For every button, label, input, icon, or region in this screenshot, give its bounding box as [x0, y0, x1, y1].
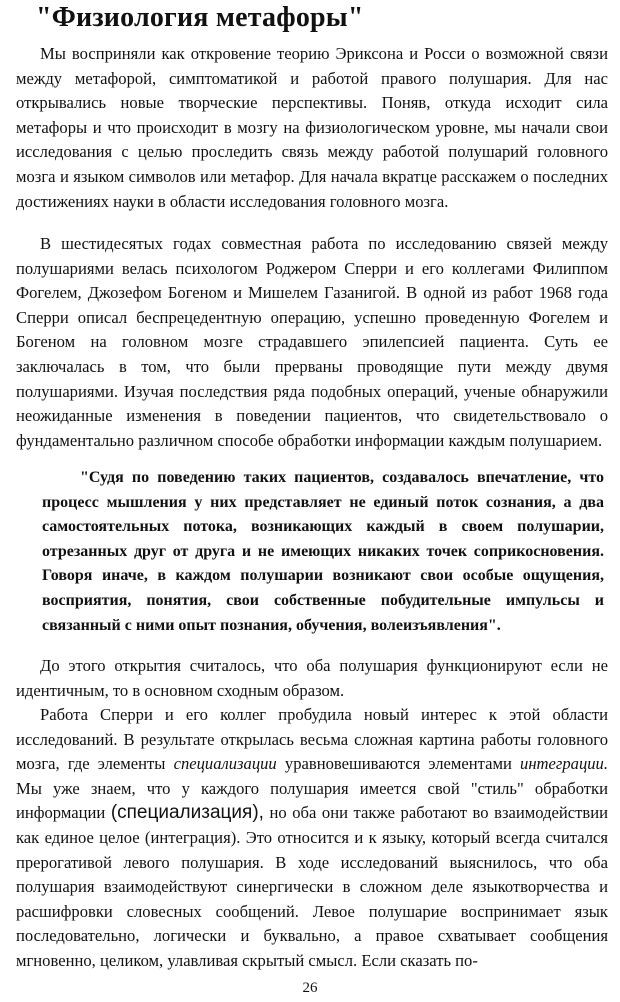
- paragraph-1: [16, 42, 608, 214]
- paragraph-4: [16, 703, 608, 974]
- heading-word-metaphor: метафоры": [208, 2, 364, 33]
- paragraph-1-text: Мы восприняли как откровение теорию Эриксона и Росси о возможной связи между метафорой, симптоматикой и работой правого полушария. Для нас открывались новые творческие перспективы. Поняв, откуда исходит сила метафоры и что происходит в мозгу на физиологическом уровне, мы начали свои исследования с целью проследить связь между работой полушарий головного мозга и языком символов или метафор. Для начала вкратце расскажем о последних достижениях науки в области исследования головного мозга.: [16, 44, 608, 211]
- term-specialization: специализации: [173, 754, 277, 774]
- p4-segment-d: но оба они также работают во взаимодействии как единое целое (интеграция). Это относится и к языку, который всегда считался прерогативой левого полушария. В ходе исследований выяснилось, что оба полушария взаимодействуют синергически в сложном деле языкотворчества и расшифровки словесных сообщений. Левое полушарие воспринимает язык последовательно, логически и буквально, а правое схватывает сообщения мгновенно, целиком, улавливая скрытый смысл. Если сказать по-: [16, 803, 608, 970]
- paragraph-4-text: [16, 703, 608, 974]
- block-quote: [42, 466, 604, 638]
- page-number: 26: [302, 980, 318, 996]
- p4-segment-b: уравновешиваются элементами: [276, 754, 521, 774]
- paragraph-3: [16, 654, 608, 703]
- term-specialization-emphasized: (специализация),: [110, 802, 264, 824]
- term-integration: интеграции.: [520, 754, 608, 774]
- p4-segment-c: Мы уже знаем, что у каждого полушария имеется свой "стиль" обработки информации: [16, 778, 608, 823]
- paragraph-3-text: До этого открытия считалось, что оба полушария функционируют если не идентичным, то в основном сходным образом.: [16, 656, 608, 700]
- heading-word-physiology: "Физиология: [36, 2, 209, 33]
- paragraph-2-text: В шестидесятых годах совместная работа по исследованию связей между полушариями велась психологом Роджером Сперри и его коллегами Филиппом Фогелем, Джозефом Богеном и Мишелем Газанигой. В одной из работ 1968 года Сперри описал беспрецедентную операцию, успешно проведенную Фогелем и Богеном на головном мозге страдавшего эпилепсией пациента. Суть ее заключалась в том, что были прерваны проводящие пути между двумя полушариями. Изучая последствия ряда подобных операций, ученые обнаружили неожиданные изменения в поведении пациентов, что свидетельствовало о фундаментально различном способе обработки информации каждым полушарием.: [16, 234, 608, 450]
- block-quote-text: "Судя по поведению таких пациентов, создавалось впечатление, что процесс мышления у них представляет не единый поток сознания, а два самостоятельных потока, возникающих каждый в своем полушарии, отрезанных друг от друга и не имеющих никаких точек соприкосновения. Говоря иначе, в каждом полушарии возникают свои особые ощущения, восприятия, понятия, свои собственные побудительные импульсы и связанный с ними опыт познания, обучения, волеизъявления".: [42, 469, 604, 634]
- p4-segment-a: Работа Сперри и его коллег пробудила новый интерес к этой области исследований. В результате открылась весьма сложная картина работы головного мозга, где элементы: [16, 705, 608, 774]
- paragraph-2: [16, 232, 608, 453]
- chapter-heading: [36, 2, 364, 34]
